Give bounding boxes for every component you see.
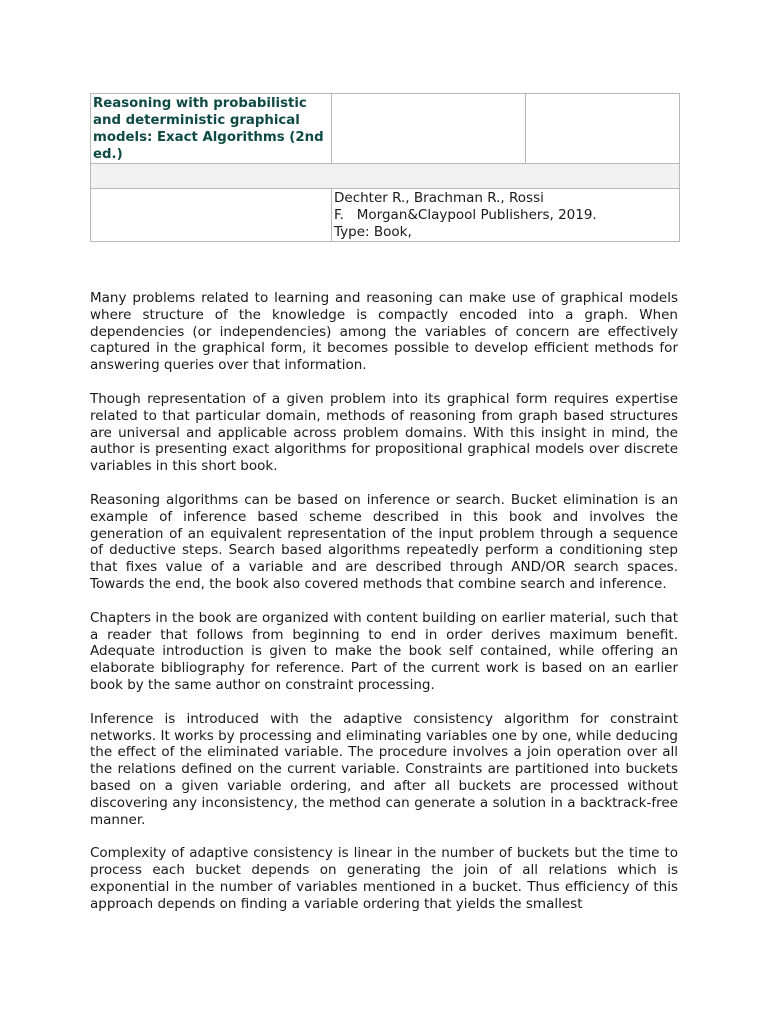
book-publisher: F. Morgan&Claypool Publishers, 2019. — [334, 207, 597, 223]
empty-cell — [332, 94, 526, 164]
book-info-table — [90, 93, 680, 242]
book-title: Reasoning with probabilistic and deterministic graphical models: Exact Algorithms (2nd ed.) — [91, 94, 332, 164]
paragraph: Complexity of adaptive consistency is linear in the number of buckets but the time to process each bucket depends on generating the join of all relations which is exponential in the number of variables mentioned in a bucket. Thus efficiency of this approach depends on finding a variable ordering that yields the smallest — [90, 845, 678, 912]
book-title-row — [91, 94, 680, 164]
book-details — [332, 189, 680, 242]
paragraph: Many problems related to learning and reasoning can make use of graphical models where structure of the knowledge is compactly encoded into a graph. When dependencies (or independencies) among the variables of concern are effectively captured in the graphical form, it becomes possible to develop efficient methods for answering queries over that information. — [90, 290, 678, 374]
review-body — [90, 290, 678, 930]
paragraph: Though representation of a given problem into its graphical form requires expertise related to that particular domain, methods of reasoning from graph based structures are universal and applicable across problem domains. With this insight in mind, the author is presenting exact algorithms for propositional graphical models over discrete variables in this short book. — [90, 390, 678, 475]
spacer-row — [91, 164, 680, 189]
paragraph: Reasoning algorithms can be based on inference or search. Bucket elimination is an example of inference based scheme described in this book and involves the generation of an equivalent representation of the input problem through a sequence of deductive steps. Search based algorithms repeatedly perform a conditioning step that fixes value of a variable and are described through AND/OR search spaces. Towards the end, the book also covered methods that combine search and inference. — [90, 491, 678, 592]
spacer-cell — [91, 164, 680, 189]
book-details-row — [91, 189, 680, 242]
empty-cell — [526, 94, 680, 164]
book-type: Type: Book, — [334, 224, 412, 240]
empty-cell — [91, 189, 332, 242]
paragraph: Inference is introduced with the adaptive consistency algorithm for constraint networks. It works by processing and eliminating variables one by one, while deducing the effect of the eliminated variable. The procedure involves a join operation over all the relations defined on the current variable. Constraints are partitioned into buckets based on a given variable ordering, and after all buckets are processed without discovering any inconsistency, the method can generate a solution in a backtrack-free manner. — [90, 710, 678, 828]
book-authors: Dechter R., Brachman R., Rossi — [334, 190, 544, 206]
paragraph: Chapters in the book are organized with content building on earlier material, such that a reader that follows from beginning to end in order derives maximum benefit. Adequate introduction is given to make the book self contained, while offering an elaborate bibliography for reference. Part of the current work is based on an earlier book by the same author on constraint processing. — [90, 609, 678, 693]
